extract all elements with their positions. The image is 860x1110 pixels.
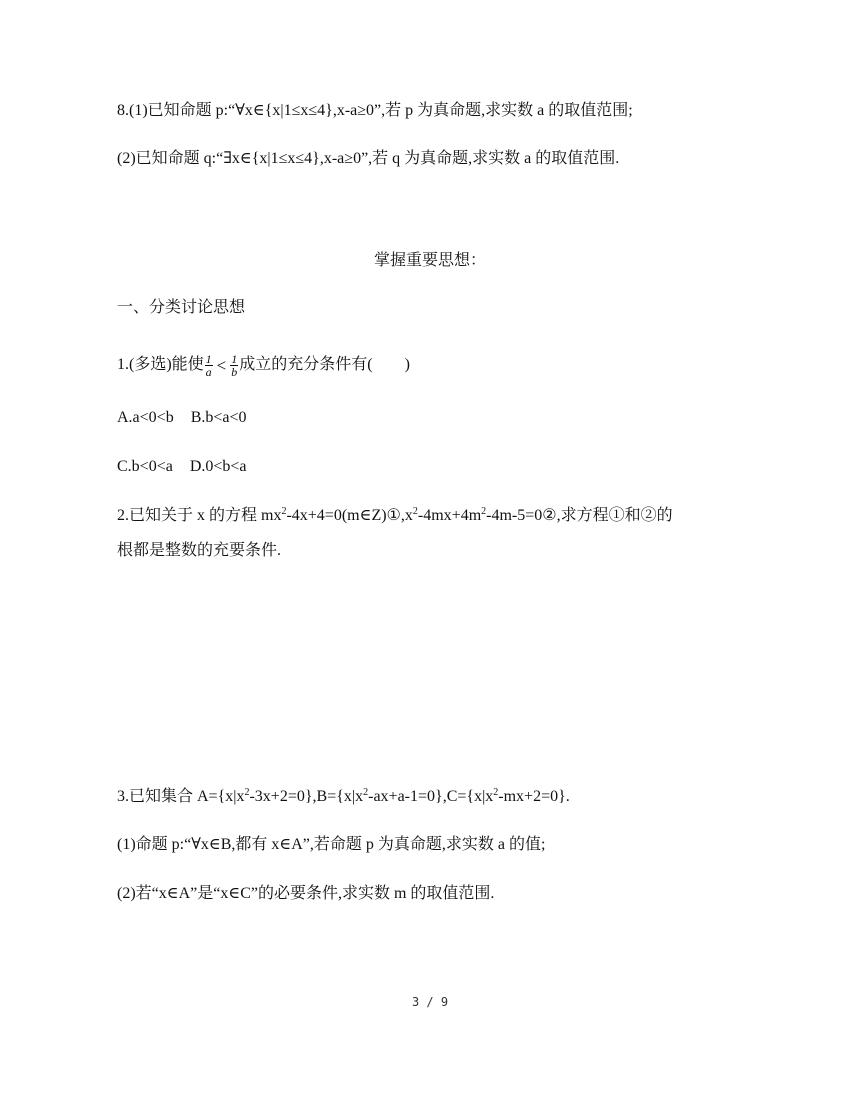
q8-part2: (2)已知命题 q:“∃x∈{x|1≤x≤4},x-a≥0”,若 q 为真命题,求实数 a 的取值范围. (117, 150, 620, 167)
q2-text-4: -4m-5=0②,求方程①和②的 (486, 507, 673, 524)
q1-suffix: 成立的充分条件有( ) (239, 356, 410, 374)
option-a: A.a<0<b (117, 409, 174, 426)
q3-exponent-1: 2 (244, 787, 250, 798)
q3-part2: (2)若“x∈A”是“x∈C”的必要条件,求实数 m 的取值范围. (117, 885, 495, 902)
q3-text-3: -ax+a-1=0},C={x|x (368, 788, 494, 805)
q2-line2: 根都是整数的充要条件. (117, 542, 282, 559)
q8-part1: 8.(1)已知命题 p:“∀x∈{x|1≤x≤4},x-a≥0”,若 p 为真命题,求实数 a 的取值范围; (117, 102, 633, 119)
q1-stem (117, 353, 410, 378)
q3-stem (117, 786, 570, 808)
q2-exponent-3: 2 (481, 506, 487, 517)
q1-prefix: 1.(多选)能使 (117, 356, 204, 374)
q3-text-4: -mx+2=0}. (498, 788, 570, 805)
page-number: 3 / 9 (411, 995, 449, 1009)
option-b: B.b<a<0 (190, 409, 247, 426)
subsection-title: 一、分类讨论思想 (117, 299, 246, 316)
q1-options-row1 (117, 407, 247, 429)
section-title: 掌握重要思想： (373, 252, 486, 269)
q3-text-2: -3x+2=0},B={x|x (249, 788, 364, 805)
q1-options-row2 (117, 456, 247, 478)
frac1-numerator: 1 (205, 352, 212, 366)
q2-text-3: -4mx+4m (417, 507, 482, 524)
frac2-numerator: 1 (231, 352, 238, 366)
q2-text-1: 2.已知关于 x 的方程 mx (117, 507, 282, 524)
q2-exponent-2: 2 (412, 506, 418, 517)
frac2-denominator: b (231, 365, 238, 379)
fraction-1-over-b (230, 353, 238, 378)
less-than-sign: < (216, 355, 227, 375)
q3-exponent-3: 2 (493, 787, 499, 798)
q3-text-1: 3.已知集合 A={x|x (117, 788, 245, 805)
fraction-1-over-a (205, 353, 213, 378)
q2-text-2: -4x+4=0(m∈Z)①,x (286, 507, 413, 524)
q2-exponent-1: 2 (281, 506, 287, 517)
option-d: D.0<b<a (189, 458, 247, 475)
option-c: C.b<0<a (117, 458, 173, 475)
q2-line1 (117, 505, 673, 527)
q3-part1: (1)命题 p:“∀x∈B,都有 x∈A”,若命题 p 为真命题,求实数 a 的值; (117, 836, 546, 853)
frac1-denominator: a (205, 365, 212, 379)
q3-exponent-2: 2 (363, 787, 369, 798)
